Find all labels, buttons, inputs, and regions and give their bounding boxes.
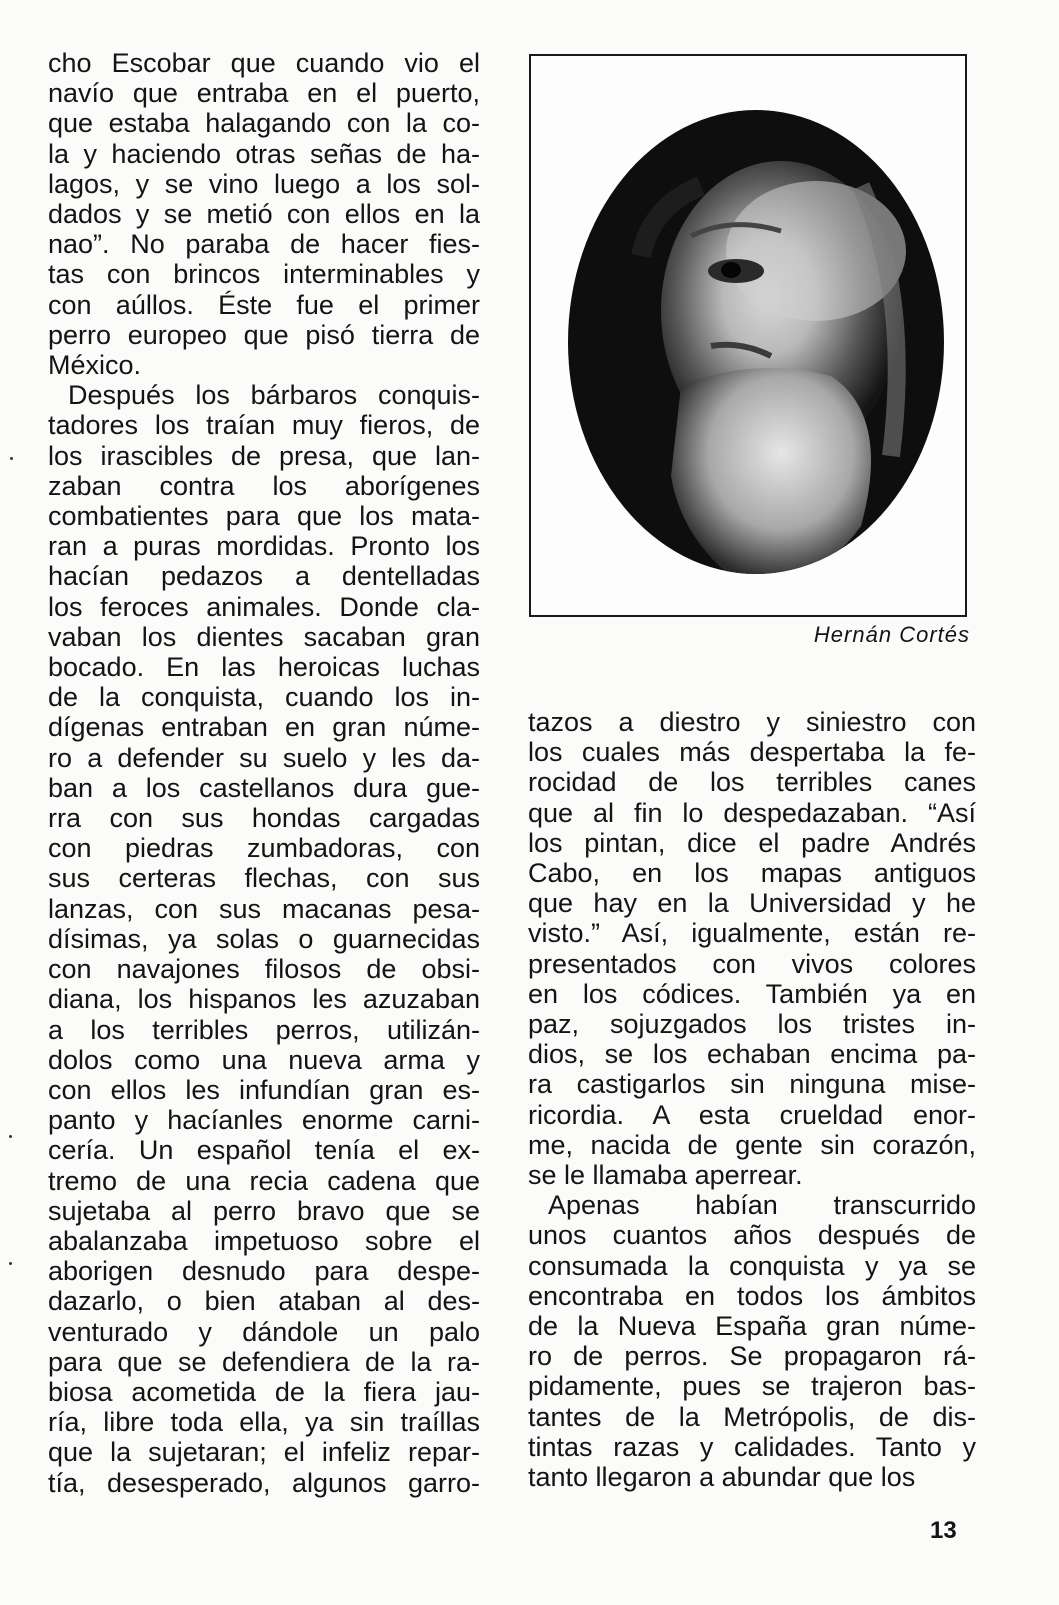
text-line: rocidad de los terribles canes [528, 767, 976, 798]
text-line: bocado. En las heroicas luchas [48, 652, 480, 683]
text-line: panto y hacíanles enorme carni- [48, 1105, 480, 1136]
text-line: Cabo, en los mapas antiguos [528, 858, 976, 889]
text-line: con ellos les infundían gran es- [48, 1074, 480, 1105]
text-line: con aúllos. Éste fue el primer [48, 289, 480, 320]
figure-caption: Hernán Cortés [813, 622, 970, 647]
text-line: nao”. No paraba de hacer fies- [48, 229, 480, 260]
text-line: vaban los dientes sacaban gran [48, 621, 480, 652]
text-line: que la sujetaran; el infeliz repar- [48, 1437, 480, 1468]
text-line: tintas razas y calidades. Tanto y [528, 1431, 976, 1462]
text-line: que hay en la Universidad y he [528, 888, 976, 919]
text-line: diana, los hispanos les azuzaban [48, 984, 480, 1015]
text-line: de la conquista, cuando los in- [48, 682, 480, 713]
text-line: navío que entraba en el puerto, [48, 78, 480, 109]
text-line: ban a los castellanos dura gue- [48, 772, 480, 803]
text-line: paz, sojuzgados los tristes in- [528, 1009, 976, 1040]
text-line: pidamente, pues se trajeron bas- [528, 1371, 976, 1402]
right-text-column [528, 707, 976, 1492]
text-line: hacían pedazos a dentelladas [48, 561, 480, 592]
text-line: los irascibles de presa, que lan- [48, 440, 480, 471]
text-line: sus certeras flechas, con sus [48, 863, 480, 894]
text-line: la y haciendo otras señas de ha- [48, 138, 480, 169]
text-line: ra castigarlos sin ninguna mise- [528, 1069, 976, 1100]
text-line: venturado y dándole un palo [48, 1316, 480, 1347]
text-line: en los códices. También ya en [528, 978, 976, 1009]
text-line: dados y se metió con ellos en la [48, 199, 480, 230]
text-line: que al fin lo despedazaban. “Así [528, 797, 976, 828]
text-line: que estaba halagando con la co- [48, 108, 480, 139]
text-line: dazarlo, o bien ataban al des- [48, 1286, 480, 1317]
text-line: se le llamaba aperrear. [528, 1160, 803, 1191]
text-line: lanzas, con sus macanas pesa- [48, 893, 480, 924]
text-line: dolos como una nueva arma y [48, 1044, 480, 1075]
text-line: los pintan, dice el padre Andrés [528, 827, 976, 858]
left-text-column [48, 48, 480, 1498]
text-line: de la Nueva España gran núme- [528, 1311, 976, 1342]
text-line: con navajones filosos de obsi- [48, 954, 480, 985]
text-line: Apenas habían transcurrido [548, 1190, 976, 1221]
text-line: los cuales más despertaba la fe- [528, 737, 976, 768]
text-line: ricordia. A esta crueldad enor- [528, 1099, 976, 1130]
text-line: abalanzaba impetuoso sobre el [48, 1225, 480, 1256]
text-line: encontraba en todos los ámbitos [528, 1280, 976, 1311]
text-line: me, nacida de gente sin corazón, [528, 1129, 976, 1160]
text-line: Después los bárbaros conquis- [68, 380, 480, 411]
scan-speck [9, 1262, 12, 1265]
scan-speck [9, 1135, 12, 1138]
text-line: tía, desesperado, algunos garro- [48, 1467, 480, 1498]
text-line: aborigen desnudo para despe- [48, 1256, 480, 1287]
text-line: biosa acometida de la fiera jau- [48, 1376, 480, 1407]
text-line: ran a puras mordidas. Pronto los [48, 531, 480, 562]
text-line: unos cuantos años después de [528, 1220, 976, 1251]
text-line: perro europeo que pisó tierra de [48, 319, 480, 350]
text-line: visto.” Así, igualmente, están re- [528, 918, 976, 949]
text-line: con piedras zumbadoras, con [48, 833, 480, 864]
scan-speck [10, 457, 13, 460]
text-line: ro de perros. Se propagaron rá- [528, 1341, 976, 1372]
text-line: tadores los traían muy fieros, de [48, 410, 480, 441]
text-line: tanto llegaron a abundar que los [528, 1462, 916, 1493]
text-line: consumada la conquista y ya se [528, 1250, 976, 1281]
text-line: zaban contra los aborígenes [48, 470, 480, 501]
text-line: México. [48, 350, 142, 381]
text-line: a los terribles perros, utilizán- [48, 1014, 480, 1045]
text-line: dísimas, ya solas o guarnecidas [48, 923, 480, 954]
portrait-image [531, 56, 965, 615]
text-line: presentados con vivos colores [528, 948, 976, 979]
text-line: dígenas entraban en gran núme- [48, 712, 480, 743]
text-line: dios, se los echaban encima pa- [528, 1039, 976, 1070]
text-line: tantes de la Metrópolis, de dis- [528, 1401, 976, 1432]
text-line: tas con brincos interminables y [48, 259, 480, 290]
text-line: rra con sus hondas cargadas [48, 803, 480, 834]
page-number: 13 [930, 1517, 957, 1544]
text-line: los feroces animales. Donde cla- [48, 591, 480, 622]
portrait-figure [529, 54, 967, 617]
text-line: ro a defender su suelo y les da- [48, 742, 480, 773]
text-line: ría, libre toda ella, ya sin traíllas [48, 1407, 480, 1438]
text-line: combatientes para que los mata- [48, 501, 480, 532]
text-line: cho Escobar que cuando vio el [48, 48, 480, 78]
text-line: tazos a diestro y siniestro con [528, 707, 976, 737]
text-line: sujetaba al perro bravo que se [48, 1195, 480, 1226]
text-line: lagos, y se vino luego a los sol- [48, 168, 480, 199]
text-line: tremo de una recia cadena que [48, 1165, 480, 1196]
text-line: para que se defendiera de la ra- [48, 1346, 480, 1377]
text-line: cería. Un español tenía el ex- [48, 1135, 480, 1166]
